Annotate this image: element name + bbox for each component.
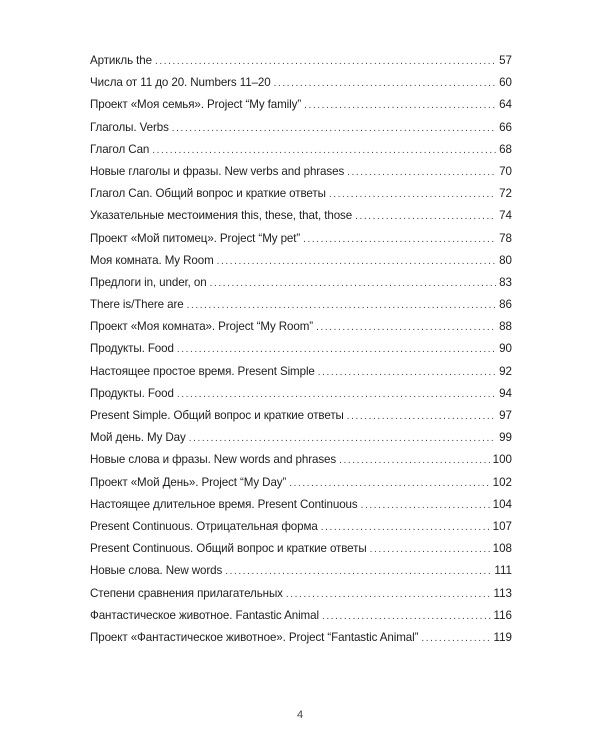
toc-entry — [90, 405, 512, 427]
toc-dot-leader — [189, 428, 496, 450]
toc-dot-leader — [339, 450, 490, 472]
toc-entry-title: Новые слова. New words — [90, 564, 223, 578]
toc-entry-page: 86 — [499, 298, 512, 312]
toc-dot-leader — [318, 362, 496, 384]
toc-entry-title: Числа от 11 до 20. Numbers 11–20 — [90, 76, 271, 90]
toc-entry-title: Проект «Мой День». Project “My Day” — [90, 475, 287, 489]
toc-entry-page: 99 — [499, 431, 512, 445]
toc-dot-leader — [421, 628, 490, 650]
toc-entry — [90, 228, 512, 250]
toc-entry-page: 66 — [499, 120, 512, 134]
toc-entry-page: 102 — [492, 475, 512, 489]
toc-entry — [90, 538, 512, 560]
toc-entry-page: 80 — [499, 253, 512, 267]
toc-entry-title: Продукты. Food — [90, 342, 174, 356]
toc-entry — [90, 560, 512, 582]
toc-dot-leader — [217, 251, 496, 273]
toc-dot-leader — [355, 206, 496, 228]
toc-dot-leader — [177, 384, 496, 406]
toc-entry — [90, 472, 512, 494]
toc-entry — [90, 516, 512, 538]
table-of-contents — [90, 50, 512, 649]
toc-dot-leader — [370, 539, 490, 561]
toc-entry — [90, 338, 512, 360]
toc-entry-page: 111 — [494, 564, 512, 578]
toc-entry-title: Указательные местоимения this, these, that, those — [90, 209, 353, 223]
toc-entry-title: Глагол Can — [90, 142, 150, 156]
toc-entry-page: 116 — [493, 608, 512, 622]
toc-entry — [90, 117, 512, 139]
toc-entry-page: 97 — [499, 409, 512, 422]
toc-dot-leader — [172, 118, 496, 140]
toc-dot-leader — [316, 317, 496, 339]
toc-entry — [90, 494, 512, 516]
toc-dot-leader — [304, 95, 496, 117]
toc-entry-page: 57 — [499, 54, 512, 67]
toc-dot-leader — [289, 473, 489, 495]
toc-entry-title: Present Continuous. Общий вопрос и краткие ответы — [90, 542, 367, 556]
toc-dot-leader — [303, 229, 496, 251]
toc-entry-title: Проект «Моя комната». Project “My Room” — [90, 320, 314, 334]
toc-entry-page: 113 — [493, 586, 512, 600]
toc-entry-title: Новые слова и фразы. New words and phrases — [90, 453, 337, 467]
toc-entry-page: 88 — [499, 320, 512, 334]
toc-entry — [90, 205, 512, 227]
toc-entry-page: 72 — [499, 187, 512, 201]
toc-dot-leader — [274, 73, 496, 95]
toc-entry-title: Моя комната. My Room — [90, 253, 214, 267]
toc-entry-title: Проект «Моя семья». Project “My family” — [90, 98, 302, 112]
toc-entry-title: Степени сравнения прилагательных — [90, 586, 283, 600]
toc-dot-leader — [347, 406, 496, 428]
toc-entry — [90, 583, 512, 605]
toc-entry — [90, 72, 512, 94]
toc-entry — [90, 294, 512, 316]
toc-dot-leader — [152, 140, 496, 162]
toc-dot-leader — [329, 184, 496, 206]
toc-entry-page: 100 — [492, 453, 512, 467]
toc-entry — [90, 316, 512, 338]
toc-entry-title: Проект «Фантастическое животное». Project “Fantastic Animal” — [90, 630, 419, 644]
toc-entry-page: 64 — [499, 98, 512, 112]
toc-entry — [90, 361, 512, 383]
toc-dot-leader — [347, 162, 496, 184]
toc-dot-leader — [322, 606, 491, 628]
toc-entry-title: Артикль the — [90, 54, 152, 67]
toc-entry-page: 60 — [499, 76, 512, 90]
toc-entry-page: 83 — [499, 275, 512, 289]
toc-entry-page: 108 — [492, 542, 512, 556]
toc-entry-page: 70 — [499, 164, 512, 178]
toc-entry-page: 94 — [499, 386, 512, 400]
toc-entry — [90, 183, 512, 205]
toc-entry-page: 90 — [499, 342, 512, 356]
toc-entry-page: 78 — [499, 231, 512, 245]
toc-entry-page: 119 — [493, 630, 512, 644]
toc-entry — [90, 272, 512, 294]
toc-entry-title: Фантастическое животное. Fantastic Animal — [90, 608, 319, 622]
toc-entry — [90, 250, 512, 272]
toc-entry — [90, 605, 512, 627]
toc-entry-title: Настоящее длительное время. Present Continuous — [90, 497, 358, 511]
toc-entry-page: 68 — [499, 142, 512, 156]
toc-entry-page: 74 — [499, 209, 512, 223]
toc-entry — [90, 427, 512, 449]
toc-entry — [90, 50, 512, 72]
toc-entry-title: There is/There are — [90, 298, 184, 312]
toc-dot-leader — [286, 584, 491, 606]
toc-entry — [90, 627, 512, 649]
toc-entry-title: Продукты. Food — [90, 386, 174, 400]
toc-entry-title: Проект «Мой питомец». Project “My pet” — [90, 231, 301, 245]
page-number: 4 — [296, 709, 304, 721]
toc-entry-title: Present Simple. Общий вопрос и краткие ответы — [90, 409, 344, 422]
toc-entry-page: 107 — [492, 519, 512, 533]
toc-entry-title: Present Continuous. Отрицательная форма — [90, 519, 318, 533]
toc-entry-title: Глагол Can. Общий вопрос и краткие ответы — [90, 187, 326, 201]
toc-dot-leader — [361, 495, 490, 517]
toc-entry-title: Настоящее простое время. Present Simple — [90, 364, 315, 378]
toc-dot-leader — [321, 517, 490, 539]
toc-entry-title: Предлоги in, under, on — [90, 275, 207, 289]
toc-dot-leader — [225, 561, 491, 583]
toc-entry-title: Глаголы. Verbs — [90, 120, 169, 134]
toc-entry — [90, 94, 512, 116]
toc-dot-leader — [210, 273, 496, 295]
toc-entry-page: 92 — [499, 364, 512, 378]
toc-entry-title: Мой день. My Day — [90, 431, 186, 445]
toc-dot-leader — [177, 339, 496, 361]
toc-entry — [90, 161, 512, 183]
toc-entry-page: 104 — [492, 497, 512, 511]
toc-entry — [90, 449, 512, 471]
toc-dot-leader — [155, 51, 496, 73]
toc-entry — [90, 383, 512, 405]
toc-dot-leader — [187, 295, 497, 317]
toc-entry-title: Новые глаголы и фразы. New verbs and phrases — [90, 164, 345, 178]
toc-entry — [90, 139, 512, 161]
